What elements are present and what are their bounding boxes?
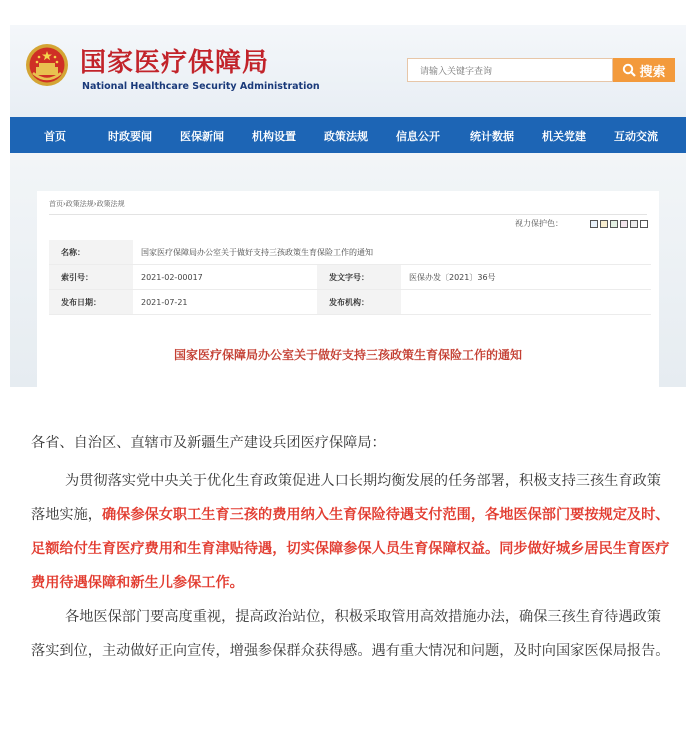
org-value [401, 290, 651, 315]
nav-item-news[interactable]: 时政要闻 [108, 130, 152, 143]
nav-item-disclosure[interactable]: 信息公开 [396, 130, 440, 143]
document-title: 国家医疗保障局办公室关于做好支持三孩政策生育保险工作的通知 [173, 348, 522, 362]
search-input[interactable] [408, 61, 610, 83]
date-label: 发布日期： [49, 290, 133, 315]
highlighted-text: 确保参保女职工生育三孩的费用纳入生育保险待遇支付范围，各地医保部门要按规定及时、足额给付生育医疗费用和生育津贴待遇，切实保障参保人员生育保障权益。同步做好城乡居民生育医疗费用待遇保障和新生儿参保工作。 [31, 507, 670, 591]
article-paragraph [31, 464, 671, 600]
website-screenshot [10, 25, 686, 387]
date-value: 2021-07-21 [133, 290, 317, 315]
table-row [49, 265, 651, 290]
main-nav [10, 117, 686, 153]
docno-value: 医保办发〔2021〕36号 [401, 265, 651, 290]
vision-protect-label: 视力保护色： [515, 219, 563, 228]
vision-color-swatches [590, 220, 648, 228]
nav-item-statistics[interactable]: 统计数据 [470, 130, 514, 143]
nav-item-interaction[interactable]: 互动交流 [614, 130, 658, 143]
search-box [407, 58, 613, 82]
color-swatch[interactable] [600, 220, 608, 228]
color-swatch[interactable] [640, 220, 648, 228]
color-swatch[interactable] [590, 220, 598, 228]
site-title: 国家医疗保障局 [80, 48, 270, 78]
article-paragraph: 各地医保部门要高度重视，提高政治站位，积极采取管用高效措施办法，确保三孩生育待遇政策落实到位，主动做好正向宣传，增强参保群众获得感。遇有重大情况和问题，及时向国家医保局报告。 [31, 609, 670, 659]
search-button[interactable] [613, 58, 675, 82]
paragraph-text: 为贯彻落实党中央关于优化生育政策促进人口长期均衡发展的任务部署，积极支持三孩生育政策落地实施， [31, 473, 661, 523]
article-salutation: 各省、自治区、直辖市及新疆生产建设兵团医疗保障局： [31, 435, 386, 451]
color-swatch[interactable] [610, 220, 618, 228]
name-value: 国家医疗保障局办公室关于做好支持三孩政策生育保险工作的通知 [133, 240, 651, 265]
site-header [10, 25, 686, 117]
color-swatch[interactable] [620, 220, 628, 228]
docno-label: 发文字号： [317, 265, 401, 290]
nav-item-home[interactable]: 首页 [44, 130, 66, 143]
nav-item-healthcare-news[interactable]: 医保新闻 [180, 130, 224, 143]
document-meta-table [49, 240, 651, 315]
search-icon [622, 63, 636, 77]
breadcrumb[interactable]: 首页›政策法规›政策法规 [49, 200, 125, 208]
national-emblem-icon [25, 43, 69, 87]
nav-item-party[interactable]: 机关党建 [542, 130, 586, 143]
index-label: 索引号： [49, 265, 133, 290]
index-value: 2021-02-00017 [133, 265, 317, 290]
nav-item-organization[interactable]: 机构设置 [252, 130, 296, 143]
table-row [49, 290, 651, 315]
site-subtitle: National Healthcare Security Administration [82, 81, 320, 92]
search-button-label: 搜索 [639, 64, 666, 80]
org-label: 发布机构： [317, 290, 401, 315]
divider [49, 214, 647, 215]
name-label: 名称： [49, 240, 133, 265]
table-row [49, 240, 651, 265]
color-swatch[interactable] [630, 220, 638, 228]
document-panel [37, 191, 659, 387]
article-body [31, 430, 671, 668]
nav-item-policy[interactable]: 政策法规 [324, 130, 368, 143]
